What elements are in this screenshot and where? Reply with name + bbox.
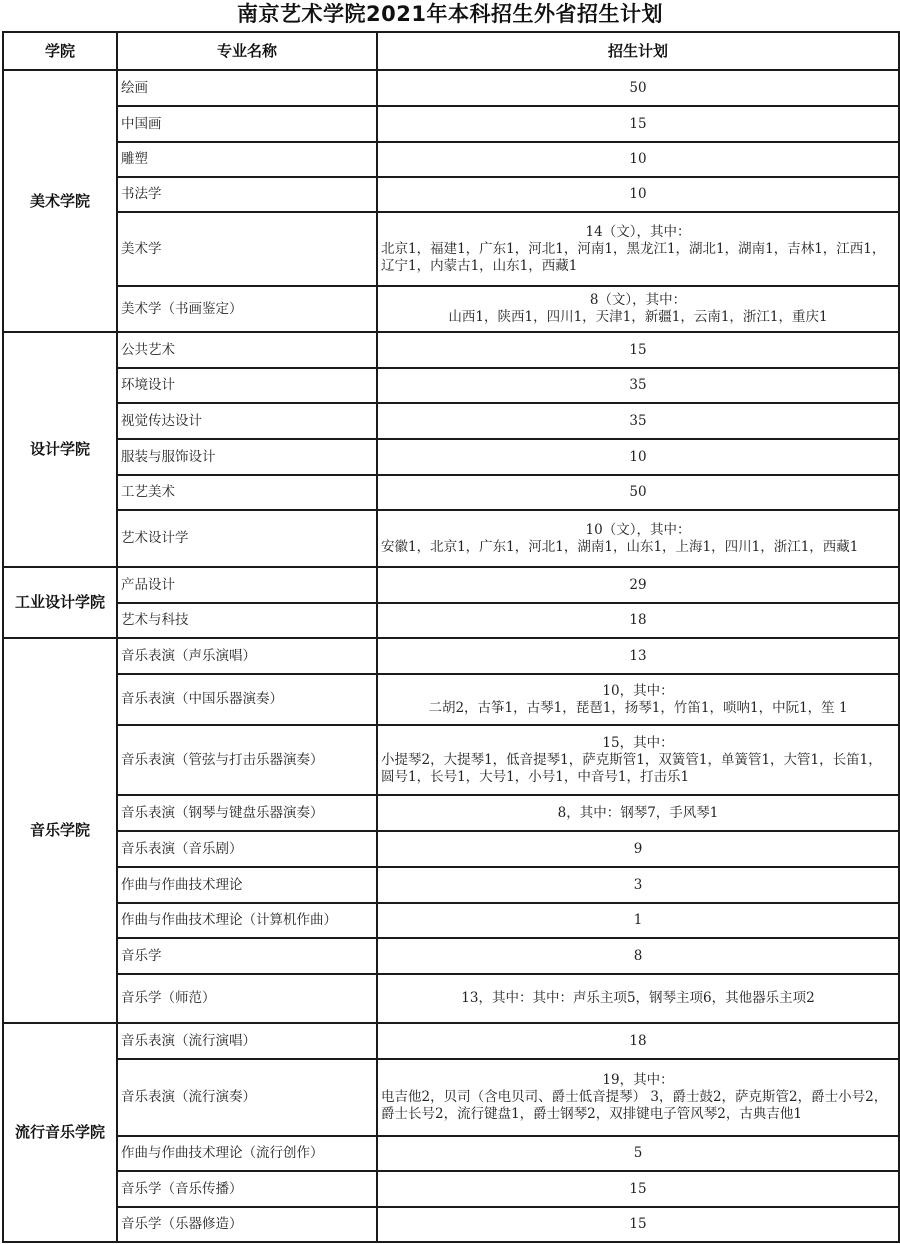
plan-cell: 13，其中：其中：声乐主项5，钢琴主项6，其他器乐主项2 (377, 974, 899, 1023)
major-cell: 音乐表演（流行演唱） (117, 1023, 377, 1059)
plan-cell: 3 (377, 867, 899, 903)
plan-cell: 10 (377, 177, 899, 212)
plan-cell: 15 (377, 332, 899, 368)
major-cell: 音乐表演（钢琴与键盘乐器演奏） (117, 795, 377, 831)
table-row (3, 70, 899, 106)
plan-total: 10（文），其中： (585, 521, 691, 538)
major-cell: 音乐学（音乐传播） (117, 1171, 377, 1207)
plan-cell: 50 (377, 70, 899, 106)
document-title: 南京艺术学院2021年本科招生外省招生计划 (237, 2, 663, 26)
plan-cell: 9 (377, 831, 899, 867)
table-row (3, 1023, 899, 1059)
header-major: 专业名称 (117, 32, 377, 70)
plan-cell (377, 1059, 899, 1136)
plan-total: 10，其中： (602, 682, 674, 699)
plan-total: 19，其中： (602, 1072, 674, 1088)
table-row (3, 567, 899, 603)
major-cell: 作曲与作曲技术理论（计算机作曲） (117, 903, 377, 938)
plan-cell (377, 212, 899, 286)
major-cell: 中国画 (117, 106, 377, 142)
table-row (3, 831, 899, 867)
major-cell: 艺术设计学 (117, 510, 377, 567)
table-row (3, 1207, 899, 1242)
table-header-row (3, 32, 899, 70)
plan-cell: 50 (377, 475, 899, 510)
college-cell: 音乐学院 (3, 638, 117, 1023)
plan-breakdown: 小提琴2，大提琴1，低音提琴1，萨克斯管1，双簧管1，单簧管1，大管1，长笛1，圆号1，长号1，大号1，小号1，中音号1，打击乐1 (381, 751, 882, 785)
major-cell: 音乐学 (117, 938, 377, 974)
table-row (3, 286, 899, 332)
major-cell: 服装与服饰设计 (117, 439, 377, 475)
plan-cell (377, 725, 899, 795)
major-cell: 美术学（书画鉴定） (117, 286, 377, 332)
table-row (3, 510, 899, 567)
enrollment-plan-table (2, 31, 900, 1243)
plan-breakdown: 山西1，陕西1，四川1，天津1，新疆1，云南1，浙江1，重庆1 (448, 309, 828, 325)
major-cell: 书法学 (117, 177, 377, 212)
major-cell: 视觉传达设计 (117, 403, 377, 439)
plan-cell: 15 (377, 106, 899, 142)
major-cell: 音乐表演（管弦与打击乐器演奏） (117, 725, 377, 795)
plan-cell: 15 (377, 1207, 899, 1242)
major-cell: 雕塑 (117, 142, 377, 177)
plan-breakdown: 电吉他2，贝司（含电贝司、爵士低音提琴） 3，爵士鼓2，萨克斯管2，爵士小号2，爵士长号2，流行键盘1，爵士钢琴2，双排键电子管风琴2，古典吉他1 (381, 1089, 888, 1122)
major-cell: 艺术与科技 (117, 603, 377, 638)
table-row (3, 1136, 899, 1171)
table-row (3, 603, 899, 638)
table-row (3, 674, 899, 725)
plan-cell: 15 (377, 1171, 899, 1207)
plan-cell: 5 (377, 1136, 899, 1171)
plan-cell: 8，其中：钢琴7，手风琴1 (377, 795, 899, 831)
major-cell: 绘画 (117, 70, 377, 106)
plan-cell: 18 (377, 1023, 899, 1059)
header-college: 学院 (3, 32, 117, 70)
table-row (3, 1171, 899, 1207)
major-cell: 音乐表演（中国乐器演奏） (117, 674, 377, 725)
table-row (3, 212, 899, 286)
college-cell: 设计学院 (3, 332, 117, 567)
plan-breakdown: 北京1，福建1，广东1，河北1，河南1，黑龙江1，湖北1，湖南1，吉林1，江西1，辽宁1，内蒙古1，山东1，西藏1 (381, 240, 886, 274)
major-cell: 公共艺术 (117, 332, 377, 368)
major-cell: 环境设计 (117, 368, 377, 403)
plan-cell: 35 (377, 403, 899, 439)
plan-cell: 35 (377, 368, 899, 403)
plan-cell: 10 (377, 439, 899, 475)
major-cell: 音乐表演（声乐演唱） (117, 638, 377, 674)
table-row (3, 638, 899, 674)
table-row (3, 795, 899, 831)
table-row (3, 475, 899, 510)
table-row (3, 439, 899, 475)
table-row (3, 903, 899, 938)
major-cell: 产品设计 (117, 567, 377, 603)
table-row (3, 1059, 899, 1136)
college-cell: 美术学院 (3, 70, 117, 332)
plan-total: 15，其中： (602, 734, 674, 751)
college-cell: 流行音乐学院 (3, 1023, 117, 1242)
table-row (3, 368, 899, 403)
major-cell: 作曲与作曲技术理论（流行创作） (117, 1136, 377, 1171)
plan-cell: 8 (377, 938, 899, 974)
major-cell: 作曲与作曲技术理论 (117, 867, 377, 903)
major-cell: 音乐学（师范） (117, 974, 377, 1023)
major-cell: 音乐学（乐器修造） (117, 1207, 377, 1242)
table-row (3, 332, 899, 368)
plan-breakdown: 安徽1，北京1，广东1，河北1，湖南1，山东1，上海1，四川1，浙江1，西藏1 (381, 538, 859, 555)
table-row (3, 106, 899, 142)
major-cell: 工艺美术 (117, 475, 377, 510)
table-row (3, 867, 899, 903)
table-row (3, 725, 899, 795)
table-row (3, 177, 899, 212)
major-cell: 音乐表演（流行演奏） (117, 1059, 377, 1136)
plan-cell: 29 (377, 567, 899, 603)
plan-cell (377, 510, 899, 567)
table-row (3, 142, 899, 177)
major-cell: 音乐表演（音乐剧） (117, 831, 377, 867)
major-cell: 美术学 (117, 212, 377, 286)
college-cell: 工业设计学院 (3, 567, 117, 638)
plan-cell: 10 (377, 142, 899, 177)
plan-breakdown: 二胡2，古筝1，古琴1，琵琶1，扬琴1，竹笛1，唢呐1，中阮1，笙 1 (428, 699, 848, 716)
plan-total: 14（文），其中： (585, 223, 691, 240)
plan-cell: 1 (377, 903, 899, 938)
plan-cell (377, 674, 899, 725)
plan-cell (377, 286, 899, 332)
header-plan: 招生计划 (377, 32, 899, 70)
table-row (3, 403, 899, 439)
table-row (3, 974, 899, 1023)
plan-total: 8（文），其中： (589, 292, 687, 308)
plan-cell: 13 (377, 638, 899, 674)
table-row (3, 938, 899, 974)
plan-cell: 18 (377, 603, 899, 638)
